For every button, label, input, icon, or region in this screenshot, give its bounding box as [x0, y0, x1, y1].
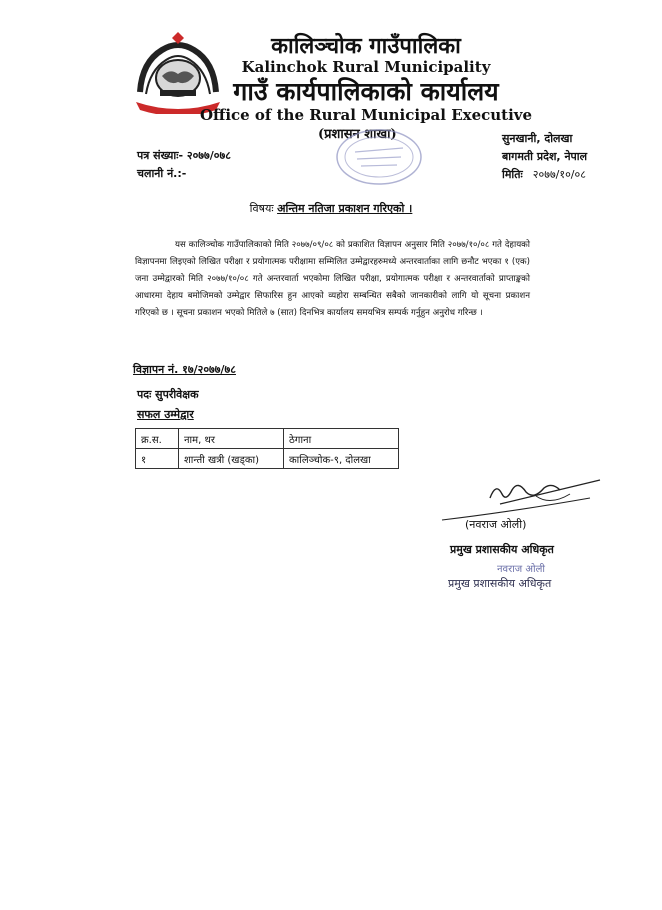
- stamp-signatory-name: नवराज ओली: [497, 564, 545, 575]
- col-header-address: ठेगाना: [284, 429, 399, 449]
- stamp-signatory-title: प्रमुख प्रशासकीय अधिकृत: [448, 577, 552, 590]
- letter-number: पत्र संख्याः- २०७७/०७८: [137, 149, 231, 162]
- post-title: पदः सुपरीवेक्षक: [137, 388, 199, 401]
- municipality-name-nepali: कालिञ्चोक गाउँपालिका: [271, 33, 461, 59]
- office-name-nepali: गाउँ कार्यपालिकाको कार्यालय: [233, 77, 499, 106]
- cell-sn: १: [136, 449, 179, 469]
- notice-body: यस कालिञ्चोक गाउँपालिकाको मिति २०७७/०९/०८ को प्रकाशित विज्ञापन अनुसार मिति २०७७/१०/०८ गते देहायको विज्ञापनमा लिइएको लिखित परीक्षा र प्रयोगात्मक परीक्षामा सम्मिलित उम्मेद्वारहरुमध्ये अन्तरवार्ताका लागि छनौट भएका १ (एक) जना उम्मेद्वारको मिति २०७७/१०/०८ गते अन्तरवार्ता भएकोमा लिखित परीक्षा, प्रयोगात्मक परीक्षा र अन्तरवार्ताको प्राप्ताङ्कको आधारमा देहाय बमोजिमको उम्मेद्वार सिफारिस हुन आएको व्यहोरा सम्बन्धित सबैको जानकारीको लागि यो सूचना प्रकाशन गरिएको छ । सूचना प्रकाशन भएको मितिले ७ (सात) दिनभित्र कार्यालय समयभित्र सम्पर्क गर्नुहुन अनुरोध गरिन्छ ।: [135, 240, 530, 318]
- successful-candidates-heading: सफल उम्मेद्वार: [137, 408, 194, 421]
- subject-text: अन्तिम नतिजा प्रकाशन गरिएको ।: [277, 202, 413, 215]
- subject-line: [0, 201, 662, 216]
- date-value: २०७७/१०/०८: [532, 168, 586, 181]
- cell-name: शान्ती खत्री (खड्का): [179, 449, 284, 469]
- office-stamp-icon: [333, 126, 425, 188]
- signatory-name: (नवराज ओली): [465, 518, 527, 531]
- address-line-1: सुनखानी, दोलखा: [502, 132, 573, 145]
- branch-name: (प्रशासन शाखा): [318, 127, 397, 142]
- candidates-table: [135, 428, 399, 469]
- municipality-name-english: Kalinchok Rural Municipality: [241, 58, 491, 76]
- col-header-name: नाम, थर: [179, 429, 284, 449]
- letter-date: [502, 167, 586, 182]
- office-name-english: Office of the Rural Municipal Executive: [199, 106, 533, 124]
- cell-address: कालिञ्चोक-९, दोलखा: [284, 449, 399, 469]
- signatory-title: प्रमुख प्रशासकीय अधिकृत: [450, 543, 554, 556]
- address-line-2: बागमती प्रदेश, नेपाल: [502, 150, 588, 163]
- dispatch-number: चलानी नं.:-: [137, 167, 187, 180]
- table-header-row: [136, 429, 399, 449]
- table-row: [136, 449, 399, 469]
- date-label: मितिः: [502, 168, 523, 181]
- advertisement-number: विज्ञापन नं. १७/२०७७/७८: [133, 363, 236, 376]
- subject-label: विषयः: [249, 202, 274, 215]
- col-header-sn: क्र.स.: [136, 429, 179, 449]
